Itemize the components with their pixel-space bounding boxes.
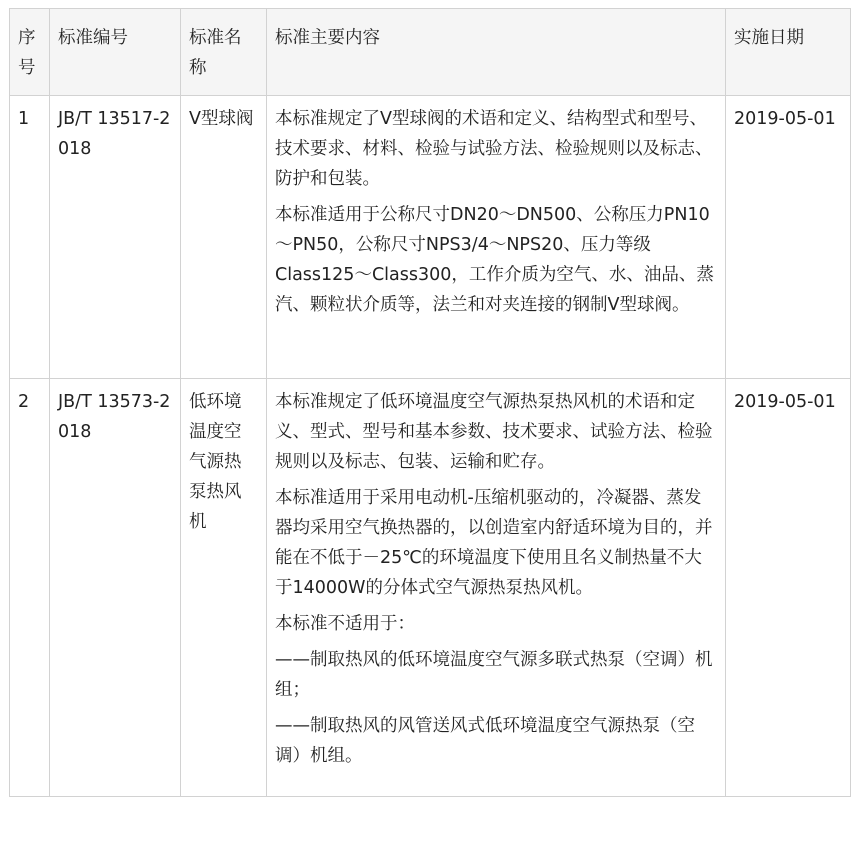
content-paragraph: ——制取热风的风管送风式低环境温度空气源热泵（空调）机组。 [275, 716, 695, 766]
implementation-date: 2019-05-01 [726, 96, 851, 379]
standard-content [267, 379, 726, 797]
header-date: 实施日期 [726, 9, 851, 96]
standard-content [267, 96, 726, 379]
content-paragraph: 本标准规定了V型球阀的术语和定义、结构型式和型号、技术要求、材料、检验与试验方法、检验规则以及标志、防护和包装。 [275, 109, 713, 189]
row-index: 2 [10, 379, 50, 797]
content-paragraph: 本标准适用于采用电动机-压缩机驱动的，冷凝器、蒸发器均采用空气换热器的，以创造室内舒适环境为目的，并能在不低于－25℃的环境温度下使用且名义制热量不大于14000W的分体式空气源热泵热风机。 [275, 488, 713, 598]
row-index: 1 [10, 96, 50, 379]
content-paragraph: 本标准规定了低环境温度空气源热泵热风机的术语和定义、型式、型号和基本参数、技术要求、试验方法、检验规则以及标志、包装、运输和贮存。 [275, 392, 713, 472]
standard-name: 低环境温度空气源热泵热风机 [181, 379, 267, 797]
header-index: 序号 [10, 9, 50, 96]
standard-code: JB/T 13573-2018 [50, 379, 181, 797]
standard-name: V型球阀 [181, 96, 267, 379]
table-row [10, 379, 851, 797]
content-paragraph: 本标准不适用于： [275, 614, 415, 634]
standard-code: JB/T 13517-2018 [50, 96, 181, 379]
table-row [10, 96, 851, 379]
header-row [10, 9, 851, 96]
header-content: 标准主要内容 [267, 9, 726, 96]
content-paragraph: ——制取热风的低环境温度空气源多联式热泵（空调）机组； [275, 650, 713, 700]
standards-table [9, 8, 851, 797]
header-name: 标准名称 [181, 9, 267, 96]
content-paragraph: 本标准适用于公称尺寸DN20～DN500、公称压力PN10～PN50，公称尺寸NPS3/4～NPS20、压力等级Class125～Class300，工作介质为空气、水、油品、蒸汽、颗粒状介质等，法兰和对夹连接的钢制V型球阀。 [275, 205, 714, 315]
implementation-date: 2019-05-01 [726, 379, 851, 797]
table-header [10, 9, 851, 96]
header-code: 标准编号 [50, 9, 181, 96]
